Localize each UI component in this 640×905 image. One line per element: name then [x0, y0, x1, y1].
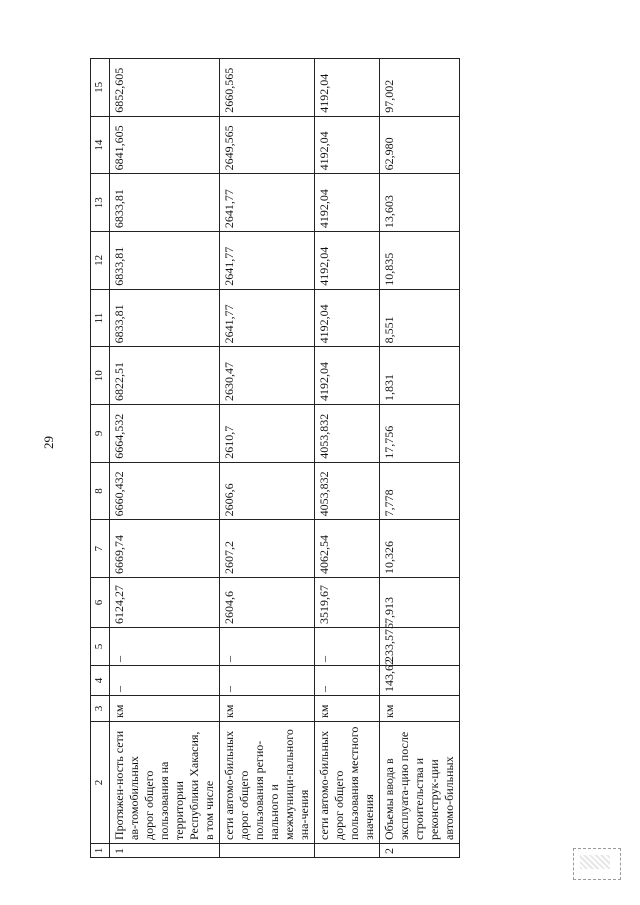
- value-cell: 6660,432: [110, 462, 220, 520]
- value-cell: 4192,04: [315, 116, 380, 174]
- row-number: [220, 844, 315, 858]
- column-header: 5: [91, 628, 110, 666]
- column-header: 10: [91, 347, 110, 405]
- value-cell: 2607,2: [220, 520, 315, 578]
- indicator-name: сети автомо-бильных дорог общего пользования местного значения: [315, 722, 380, 844]
- table-row: [110, 59, 220, 858]
- table-row: [315, 59, 380, 858]
- column-header: 2: [91, 722, 110, 844]
- value-cell: 2610,7: [220, 405, 315, 463]
- data-table: [90, 58, 460, 858]
- value-cell: –: [220, 628, 315, 666]
- unit-cell: км: [380, 696, 460, 722]
- value-cell: 17,756: [380, 405, 460, 463]
- value-cell: 6664,532: [110, 405, 220, 463]
- value-cell: 4192,04: [315, 232, 380, 290]
- value-cell: 7,778: [380, 462, 460, 520]
- unit-cell: км: [315, 696, 380, 722]
- value-cell: 8,551: [380, 289, 460, 347]
- indicator-name: Объемы ввода в эксплуата-цию после строительства и реконструк-ции автомо-бильных: [380, 722, 460, 844]
- row-number: 1: [110, 844, 220, 858]
- value-cell: 6833,81: [110, 289, 220, 347]
- table-row: [220, 59, 315, 858]
- value-cell: 6124,27: [110, 578, 220, 628]
- value-cell: 233,575: [380, 628, 460, 666]
- value-cell: 2660,565: [220, 59, 315, 117]
- value-cell: 62,980: [380, 116, 460, 174]
- unit-cell: км: [110, 696, 220, 722]
- value-cell: 3519,67: [315, 578, 380, 628]
- column-header: 7: [91, 520, 110, 578]
- value-cell: 1,831: [380, 347, 460, 405]
- value-cell: –: [315, 628, 380, 666]
- unit-cell: км: [220, 696, 315, 722]
- value-cell: 2641,77: [220, 174, 315, 232]
- page-number: 29: [41, 436, 56, 449]
- value-cell: 4192,04: [315, 347, 380, 405]
- indicator-name: Протяжен-ность сети ав-томобильных дорог общего пользования на территории Республики Хакасия, в том числе: [110, 722, 220, 844]
- value-cell: 10,835: [380, 232, 460, 290]
- value-cell: 2641,77: [220, 232, 315, 290]
- value-cell: 6669,74: [110, 520, 220, 578]
- column-header: 6: [91, 578, 110, 628]
- column-header: 3: [91, 696, 110, 722]
- value-cell: 143,62: [380, 666, 460, 696]
- value-cell: 4053,832: [315, 462, 380, 520]
- value-cell: –: [315, 666, 380, 696]
- column-header: 11: [91, 289, 110, 347]
- row-number: [315, 844, 380, 858]
- row-number: 2: [380, 844, 460, 858]
- column-header: 4: [91, 666, 110, 696]
- table-rotor: [90, 58, 610, 858]
- value-cell: –: [110, 666, 220, 696]
- table-row: [380, 59, 460, 858]
- value-cell: –: [220, 666, 315, 696]
- value-cell: 4192,04: [315, 174, 380, 232]
- value-cell: 2641,77: [220, 289, 315, 347]
- column-header: 14: [91, 116, 110, 174]
- column-header: 8: [91, 462, 110, 520]
- value-cell: 6852,605: [110, 59, 220, 117]
- value-cell: 7,913: [380, 578, 460, 628]
- value-cell: 2606,6: [220, 462, 315, 520]
- value-cell: 2649,565: [220, 116, 315, 174]
- value-cell: 13,603: [380, 174, 460, 232]
- value-cell: 4053,832: [315, 405, 380, 463]
- value-cell: 4062,54: [315, 520, 380, 578]
- value-cell: 4192,04: [315, 289, 380, 347]
- column-header: 13: [91, 174, 110, 232]
- value-cell: 10,326: [380, 520, 460, 578]
- column-header: 15: [91, 59, 110, 117]
- value-cell: 2604,6: [220, 578, 315, 628]
- value-cell: 97,002: [380, 59, 460, 117]
- value-cell: –: [110, 628, 220, 666]
- header-row: [91, 59, 110, 858]
- column-header: 1: [91, 844, 110, 858]
- value-cell: 4192,04: [315, 59, 380, 117]
- value-cell: 6833,81: [110, 174, 220, 232]
- value-cell: 6833,81: [110, 232, 220, 290]
- value-cell: 6841,605: [110, 116, 220, 174]
- indicator-name: сети автомо-бильных дорог общего пользования регио-нального и межмуници-пального зна-чения: [220, 722, 315, 844]
- value-cell: 6822,51: [110, 347, 220, 405]
- column-header: 9: [91, 405, 110, 463]
- column-header: 12: [91, 232, 110, 290]
- value-cell: 2630,47: [220, 347, 315, 405]
